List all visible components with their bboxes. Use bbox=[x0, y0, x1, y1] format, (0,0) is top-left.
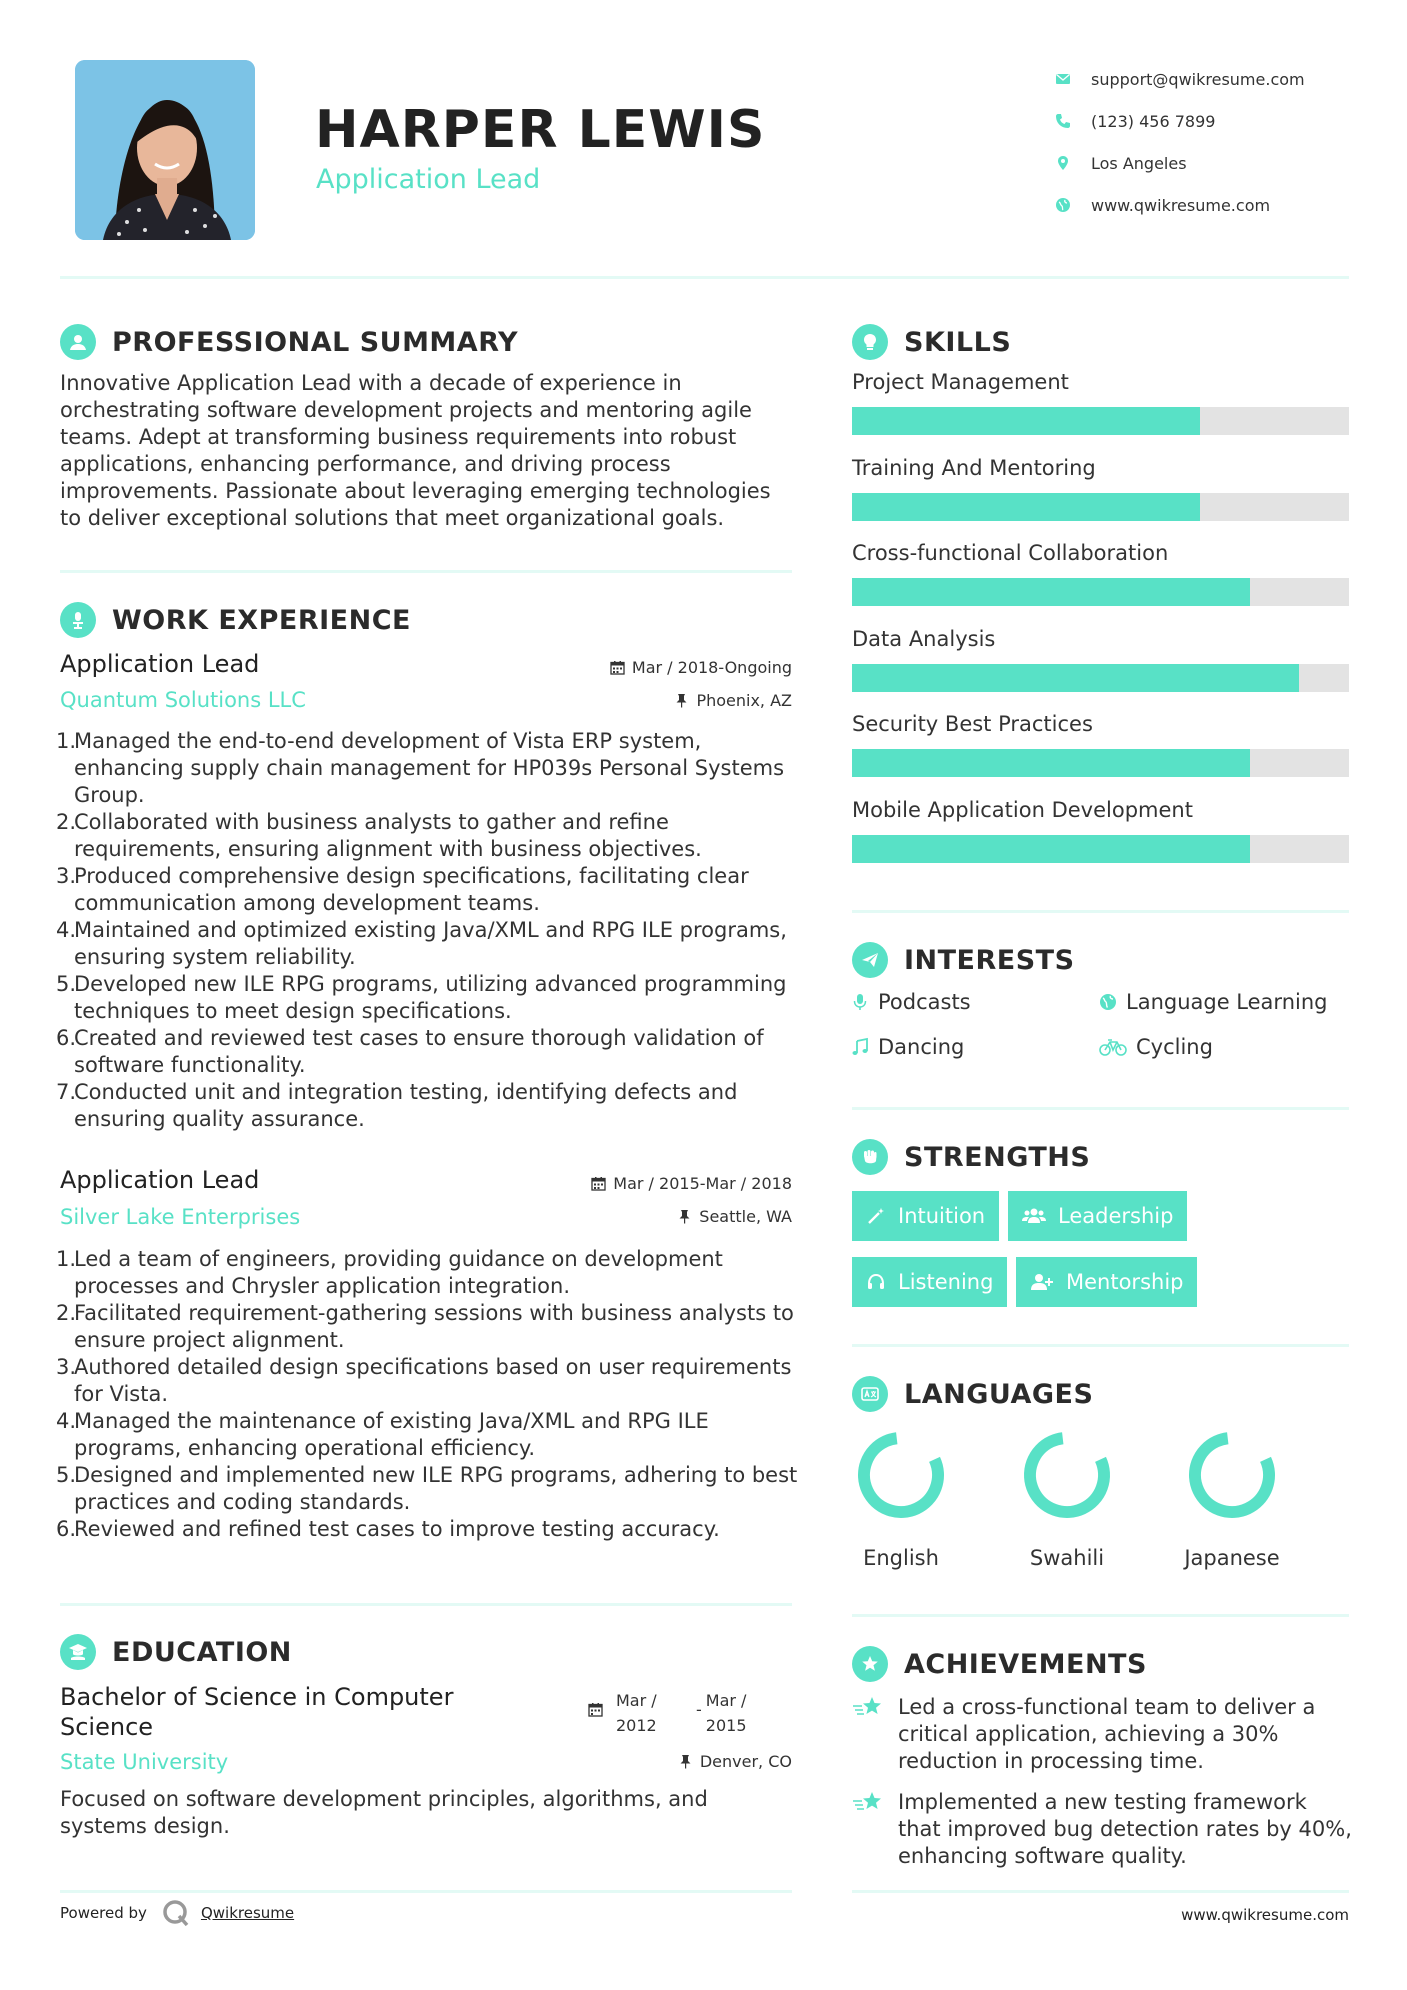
skill-bar-fill bbox=[852, 835, 1250, 863]
envelope-icon bbox=[1055, 71, 1091, 87]
list-item: 2. Facilitated requirement-gathering sessions with business analysts to ensure project alignment. bbox=[56, 1301, 794, 1352]
skill-name: Project Management bbox=[852, 370, 1069, 394]
contact-phone-text: (123) 456 7899 bbox=[1091, 111, 1216, 131]
contact-website[interactable] bbox=[1055, 184, 1355, 226]
degree-line-2: Science bbox=[60, 1713, 154, 1741]
list-item: 6. Created and reviewed test cases to ensure thorough validation of software functionality. bbox=[56, 1026, 764, 1077]
pushpin-icon bbox=[677, 1209, 692, 1224]
calendar-icon bbox=[588, 1702, 603, 1717]
skill-bar-fill bbox=[852, 749, 1250, 777]
education-start-month: Mar / bbox=[616, 1691, 657, 1710]
skill-bar-fill bbox=[852, 407, 1200, 435]
interest-dancing bbox=[850, 1035, 964, 1059]
work-title: WORK EXPERIENCE bbox=[112, 604, 411, 636]
list-item: 3. Produced comprehensive design specifications, facilitating clear communication among development teams. bbox=[56, 864, 749, 915]
skill-bar bbox=[852, 749, 1349, 777]
language-item bbox=[1177, 1430, 1287, 1570]
strength-leadership bbox=[1008, 1191, 1187, 1241]
education-start-date bbox=[588, 1688, 668, 1738]
date-separator: - bbox=[696, 1700, 702, 1719]
language-ring bbox=[1187, 1430, 1277, 1520]
language-name: English bbox=[863, 1546, 939, 1570]
list-item: 4. Managed the maintenance of existing Java/XML and RPG ILE programs, enhancing operational efficiency. bbox=[56, 1409, 709, 1460]
paper-plane-icon bbox=[852, 942, 888, 978]
job-1-duties bbox=[56, 728, 800, 1133]
job-1-date-text: Mar / 2018-Ongoing bbox=[631, 658, 792, 677]
list-item: 5. Developed new ILE RPG programs, utilizing advanced programming techniques to meet design specifications. bbox=[56, 972, 787, 1023]
language-ring bbox=[1022, 1430, 1112, 1520]
lightbulb-icon bbox=[852, 324, 888, 360]
globe-icon bbox=[1055, 197, 1091, 213]
interest-podcasts bbox=[850, 990, 971, 1014]
education-heading bbox=[60, 1634, 292, 1670]
podium-icon bbox=[60, 602, 96, 638]
footer-website[interactable]: www.qwikresume.com bbox=[1181, 1906, 1349, 1924]
skill-bar bbox=[852, 664, 1349, 692]
job-2-duties bbox=[56, 1246, 800, 1543]
strengths-divider bbox=[852, 1344, 1349, 1347]
skill-bar-fill bbox=[852, 664, 1299, 692]
language-name: Swahili bbox=[1029, 1546, 1105, 1570]
skill-bar bbox=[852, 493, 1349, 521]
powered-by-label: Powered by bbox=[60, 1904, 147, 1922]
achievements-heading bbox=[852, 1646, 1147, 1682]
contact-location-text: Los Angeles bbox=[1091, 153, 1187, 173]
job-2-location bbox=[500, 1207, 792, 1226]
interests-divider bbox=[852, 1107, 1349, 1110]
strength-listening bbox=[852, 1257, 1007, 1307]
contact-location bbox=[1055, 142, 1355, 184]
phone-icon bbox=[1055, 113, 1091, 129]
skill-name: Security Best Practices bbox=[852, 712, 1093, 736]
skill-name: Mobile Application Development bbox=[852, 797, 1193, 822]
skills-divider bbox=[852, 910, 1349, 913]
skill-bar-fill bbox=[852, 493, 1200, 521]
degree-line-1: Bachelor of Science in Computer bbox=[60, 1683, 454, 1711]
skill-bar-fill bbox=[852, 578, 1250, 606]
skill-bar bbox=[852, 578, 1349, 606]
strength-mentorship bbox=[1016, 1257, 1197, 1307]
interest-cycling bbox=[1098, 1035, 1213, 1059]
job-2-company: Silver Lake Enterprises bbox=[60, 1205, 301, 1229]
achievement-item-2 bbox=[852, 1789, 1352, 1870]
headphones-icon bbox=[866, 1272, 886, 1292]
users-icon bbox=[1022, 1206, 1046, 1226]
skill-name: Data Analysis bbox=[852, 626, 996, 651]
languages-title: LANGUAGES bbox=[904, 1378, 1094, 1410]
languages-divider bbox=[852, 1614, 1349, 1617]
education-start-year: 2012 bbox=[616, 1716, 657, 1735]
interests-heading bbox=[852, 942, 1075, 978]
skill-bar bbox=[852, 835, 1349, 863]
education-end-month: Mar / bbox=[705, 1691, 747, 1710]
user-icon bbox=[60, 324, 96, 360]
graduate-icon bbox=[60, 1634, 96, 1670]
education-divider bbox=[60, 1890, 792, 1893]
list-item: 4. Maintained and optimized existing Java/XML and RPG ILE programs, ensuring system reliability. bbox=[56, 918, 787, 969]
education-location bbox=[500, 1752, 792, 1771]
education-title: EDUCATION bbox=[112, 1636, 292, 1668]
education-description: Focused on software development principles, algorithms, and systems design. bbox=[60, 1787, 708, 1838]
list-item: 1. Led a team of engineers, providing guidance on development processes and Chrysler application integration. bbox=[56, 1247, 723, 1298]
user-plus-icon bbox=[1030, 1272, 1054, 1292]
list-item: 5. Designed and implemented new ILE RPG programs, adhering to best practices and coding standards. bbox=[56, 1463, 798, 1514]
interest-label: Dancing bbox=[878, 1035, 965, 1059]
achievements-divider bbox=[852, 1890, 1349, 1893]
shooting-star-icon bbox=[852, 1694, 886, 1722]
candidate-role: Application Lead bbox=[316, 164, 541, 195]
language-ring-arc bbox=[856, 1430, 946, 1520]
strengths-heading bbox=[852, 1139, 1090, 1175]
skills-title: SKILLS bbox=[904, 326, 1012, 358]
globe-icon bbox=[1098, 992, 1118, 1012]
contact-list bbox=[1055, 58, 1355, 226]
interests-title: INTERESTS bbox=[904, 944, 1075, 976]
music-note-icon bbox=[850, 1037, 870, 1057]
language-card-icon bbox=[852, 1376, 888, 1412]
calendar-icon bbox=[610, 660, 625, 675]
achievement-item-1 bbox=[852, 1694, 1352, 1775]
profile-photo bbox=[75, 60, 255, 240]
job-1-location bbox=[500, 691, 792, 710]
interest-label: Cycling bbox=[1136, 1035, 1213, 1059]
skill-bar bbox=[852, 407, 1349, 435]
strengths-title: STRENGTHS bbox=[904, 1141, 1091, 1173]
summary-divider bbox=[60, 570, 792, 573]
education-end-date bbox=[696, 1688, 776, 1738]
summary-text: Innovative Application Lead with a decade of experience in orchestrating software development projects and mentoring agile teams. Adept at transforming business requirements into robust applications, enhancing performance, and driving process improvements. Passionate about leveraging emerging technologies to deliver exceptional solutions that meet organizational goals. bbox=[60, 371, 771, 530]
job-2-title: Application Lead bbox=[60, 1166, 260, 1194]
summary-title: PROFESSIONAL SUMMARY bbox=[112, 326, 519, 358]
list-item: 1. Managed the end-to-end development of Vista ERP system, enhancing supply chain management for HP039s Personal Systems Group. bbox=[56, 729, 785, 807]
strength-label: Listening bbox=[898, 1270, 994, 1294]
shooting-star-icon bbox=[852, 1789, 886, 1817]
strength-label: Intuition bbox=[898, 1204, 986, 1228]
skills-heading bbox=[852, 324, 1011, 360]
language-name: Japanese bbox=[1184, 1546, 1280, 1570]
pushpin-icon bbox=[678, 1754, 693, 1769]
strength-label: Mentorship bbox=[1066, 1270, 1184, 1294]
contact-email-text: support@qwikresume.com bbox=[1091, 69, 1305, 89]
summary-heading bbox=[60, 324, 518, 360]
education-location-text: Denver, CO bbox=[699, 1752, 792, 1771]
work-heading bbox=[60, 602, 411, 638]
contact-email[interactable] bbox=[1055, 58, 1355, 100]
candidate-name: HARPER LEWIS bbox=[315, 100, 766, 160]
pushpin-icon bbox=[674, 693, 689, 708]
profile-photo-illustration bbox=[75, 60, 255, 240]
job-1-date bbox=[500, 658, 792, 677]
job-1-title: Application Lead bbox=[60, 650, 260, 678]
contact-phone[interactable] bbox=[1055, 100, 1355, 142]
header-divider bbox=[60, 276, 1349, 279]
achievement-text: Implemented a new testing framework that improved bug detection rates by 40%, enhancing software quality. bbox=[898, 1790, 1352, 1868]
achievements-title: ACHIEVEMENTS bbox=[904, 1648, 1147, 1680]
language-ring bbox=[856, 1430, 946, 1520]
interest-language-learning bbox=[1098, 990, 1327, 1014]
strength-intuition bbox=[852, 1191, 999, 1241]
magic-wand-icon bbox=[866, 1206, 886, 1226]
languages-heading bbox=[852, 1376, 1093, 1412]
work-divider bbox=[60, 1603, 792, 1606]
language-ring-arc bbox=[1187, 1430, 1277, 1520]
star-badge-icon bbox=[852, 1646, 888, 1682]
job-2-date-text: Mar / 2015-Mar / 2018 bbox=[613, 1174, 792, 1193]
map-marker-icon bbox=[1055, 155, 1091, 171]
fist-icon bbox=[852, 1139, 888, 1175]
language-item bbox=[1012, 1430, 1122, 1570]
school: State University bbox=[60, 1750, 229, 1774]
strength-label: Leadership bbox=[1058, 1204, 1174, 1228]
achievement-text: Led a cross-functional team to deliver a critical application, achieving a 30% reduction in processing time. bbox=[898, 1695, 1316, 1773]
interest-label: Podcasts bbox=[878, 990, 971, 1014]
list-item: 2. Collaborated with business analysts to gather and refine requirements, ensuring alignment with business objectives. bbox=[56, 810, 702, 861]
education-end-year: 2015 bbox=[705, 1716, 747, 1735]
qwikresume-logo-icon bbox=[161, 1898, 191, 1928]
job-1-company: Quantum Solutions LLC bbox=[60, 688, 306, 712]
language-ring-arc bbox=[1022, 1430, 1112, 1520]
skill-name: Training And Mentoring bbox=[852, 455, 1096, 480]
degree bbox=[60, 1682, 480, 1742]
job-2-location-text: Seattle, WA bbox=[699, 1207, 792, 1226]
list-item: 3. Authored detailed design specifications based on user requirements for Vista. bbox=[56, 1355, 792, 1406]
bicycle-icon bbox=[1098, 1037, 1128, 1057]
job-2-date bbox=[500, 1174, 792, 1193]
contact-website-text: www.qwikresume.com bbox=[1091, 195, 1271, 215]
interest-label: Language Learning bbox=[1126, 990, 1328, 1014]
list-item: 7. Conducted unit and integration testing, identifying defects and ensuring quality assurance. bbox=[56, 1080, 738, 1131]
powered-by bbox=[60, 1898, 294, 1928]
calendar-icon bbox=[591, 1176, 606, 1191]
job-1-location-text: Phoenix, AZ bbox=[696, 691, 792, 710]
skill-name: Cross-functional Collaboration bbox=[852, 541, 1169, 565]
list-item: 6. Reviewed and refined test cases to improve testing accuracy. bbox=[56, 1517, 720, 1541]
language-item bbox=[846, 1430, 956, 1570]
microphone-icon bbox=[850, 992, 870, 1012]
qwikresume-link[interactable]: Qwikresume bbox=[200, 1904, 295, 1922]
